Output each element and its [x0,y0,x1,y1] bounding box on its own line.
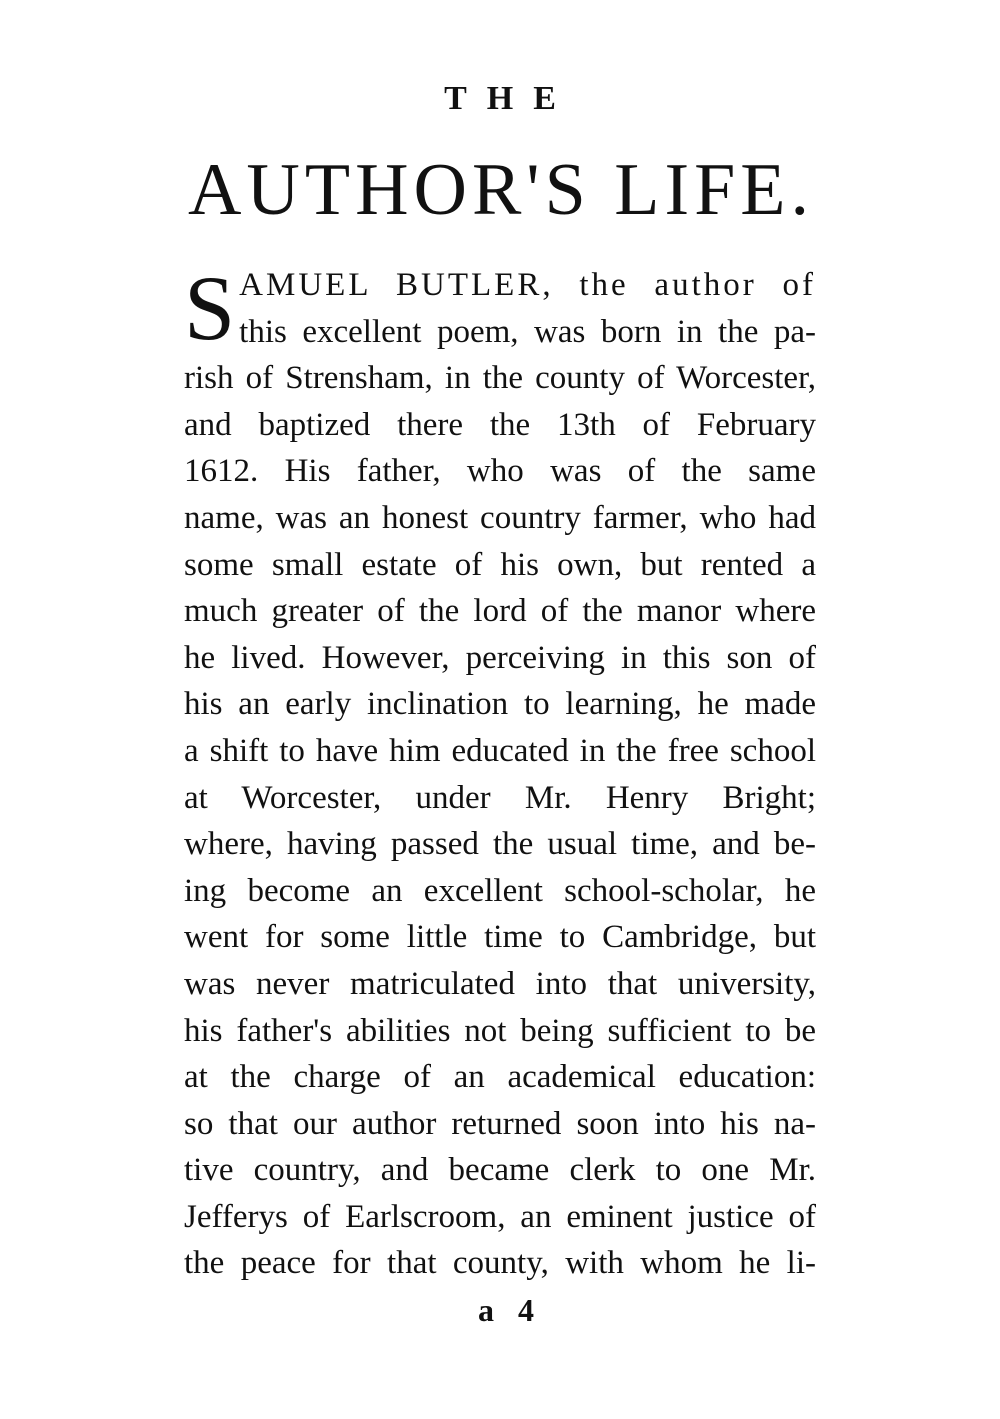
page-title: AUTHOR'S LIFE. [187,149,814,231]
text-line: ing become an excellent school-scholar, he [184,872,816,909]
text-line: at Worcester, under Mr. Henry Bright; [184,779,816,816]
signature-mark: a 4 [478,1292,542,1328]
drop-cap: S [184,257,236,359]
text-line: much greater of the lord of the manor where [184,593,816,630]
text-line: name, was an honest country farmer, who had [184,499,816,536]
text-line: AMUEL BUTLER, the author of [239,267,816,303]
text-line: his father's abilities not being sufficient to be [184,1012,816,1049]
text-line: went for some little time to Cambridge, but [184,919,816,956]
text-line: the peace for that county, with whom he li- [184,1245,816,1282]
text-line: rish of Strensham, in the county of Worcester, [184,360,816,397]
text-line: so that our author returned soon into his na- [184,1105,816,1142]
text-line: some small estate of his own, but rented a [184,546,816,583]
text-line: and baptized there the 13th of February [184,406,816,443]
text-line: Jefferys of Earlscroom, an eminent justice of [184,1198,816,1235]
running-head: THE [444,80,576,117]
text-line: at the charge of an academical education: [184,1059,816,1096]
text-line: tive country, and became clerk to one Mr. [184,1152,816,1189]
text-line: where, having passed the usual time, and be- [184,826,816,863]
text-line: his an early inclination to learning, he made [184,686,816,723]
text-line: a shift to have him educated in the free school [184,732,816,769]
text-line: 1612. His father, who was of the same [184,453,816,490]
body-text [184,257,816,1287]
text-line: was never matriculated into that university, [184,965,816,1002]
text-line: this excellent poem, was born in the pa- [239,313,816,350]
text-line: he lived. However, perceiving in this son of [184,639,816,676]
